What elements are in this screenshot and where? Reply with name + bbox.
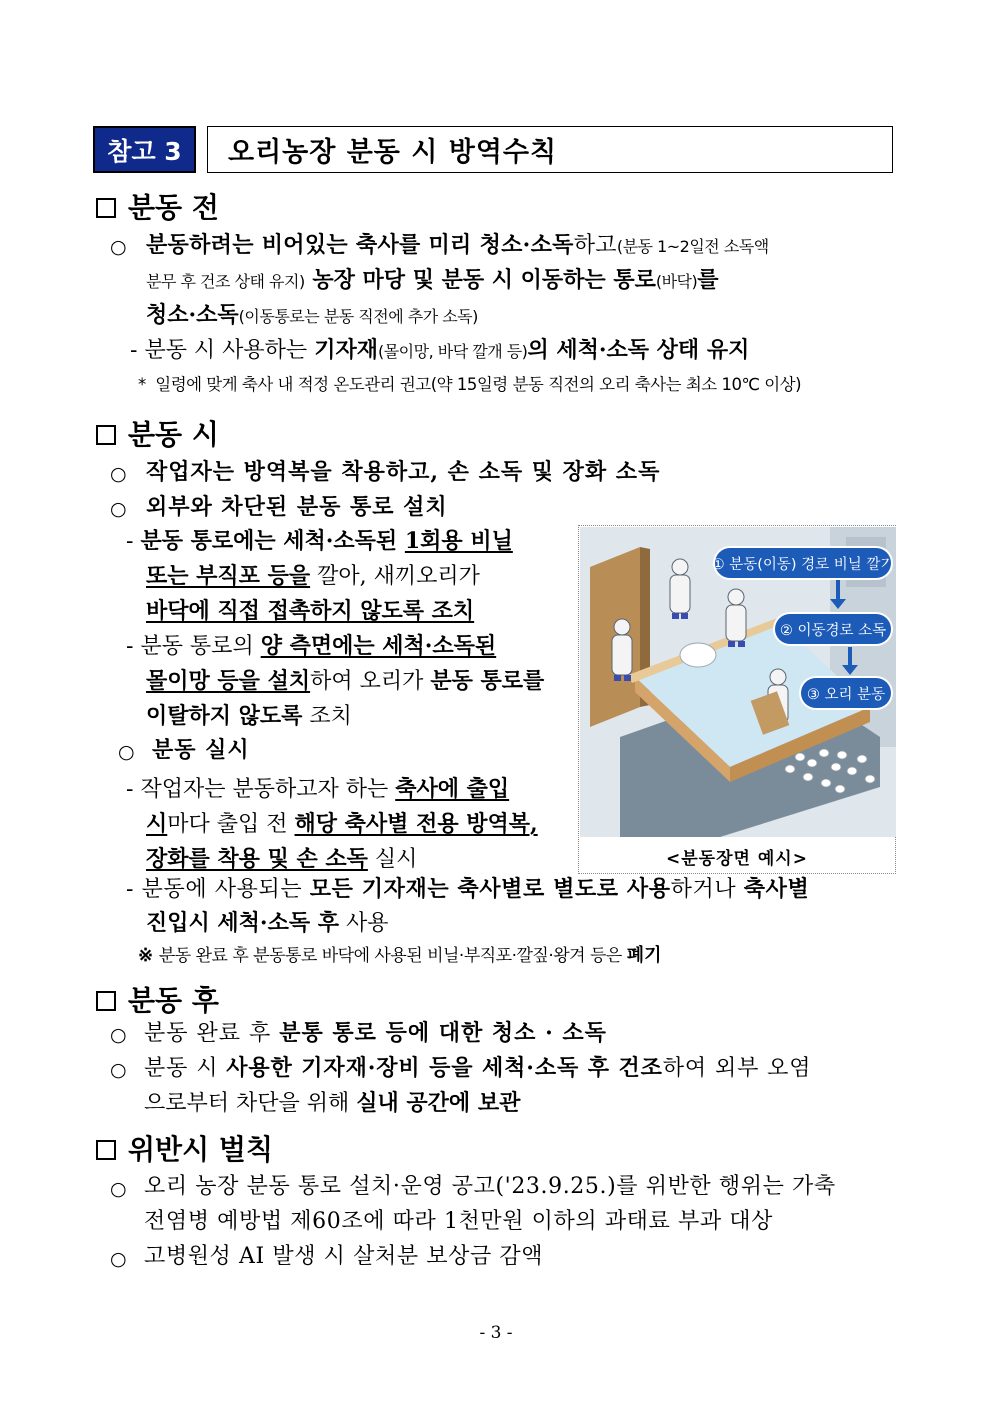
circle-bullet-icon: ○ bbox=[110, 236, 127, 258]
during-sub2-l3-text: 조치 bbox=[302, 704, 352, 729]
during-sub2-l1-text: 분동 통로의 bbox=[140, 634, 261, 659]
during-sub3-l1-text: 작업자는 분동하고자 하는 bbox=[140, 777, 396, 802]
illustration-figure bbox=[578, 525, 896, 874]
during-sub1-l1-underline: 1회용 비닐 bbox=[404, 528, 513, 554]
before-p1-line2-bold: 농장 마당 및 분동 시 이동하는 통로 bbox=[304, 267, 656, 293]
before-paragraph-1-line-3 bbox=[146, 298, 478, 334]
after-p1-text: 분동 완료 후 bbox=[144, 1021, 280, 1046]
after-p2-l2-bold: 실내 공간에 보관 bbox=[356, 1090, 521, 1116]
before-p1-bold: 분동하려는 비어있는 축사를 미리 청소·소독 bbox=[146, 232, 574, 258]
before-paragraph-1-line-1 bbox=[146, 228, 769, 264]
during-paragraph-2: 외부와 차단된 분동 통로 설치 bbox=[146, 494, 448, 520]
checkbox-square-icon bbox=[96, 198, 116, 218]
during-note-bold: 폐기 bbox=[626, 945, 662, 966]
reference-mark-icon: ※ bbox=[138, 945, 154, 966]
during-paragraph-1: 작업자는 방역복을 착용하고, 손 소독 및 장화 소독 bbox=[146, 459, 661, 485]
after-p2-l2-text: 으로부터 차단을 위해 bbox=[144, 1091, 357, 1116]
before-p1-line2-note: 분무 후 건조 상태 유지) bbox=[146, 272, 305, 291]
dash-bullet: - bbox=[126, 777, 134, 802]
section-heading-after-text: 분동 후 bbox=[128, 984, 219, 1017]
during-sub4-l1-text: 분동에 사용되는 bbox=[141, 877, 310, 902]
during-sub-item-2-line-2 bbox=[146, 664, 544, 699]
after-p2-bold: 사용한 기자재·장비 등을 세척·소독 후 건조 bbox=[226, 1055, 663, 1081]
before-paragraph-1-line-2 bbox=[146, 263, 719, 299]
during-sub-item-1-line-1 bbox=[126, 524, 513, 559]
during-sub1-l2-underline: 또는 부직포 등을 bbox=[146, 563, 311, 589]
page-number: - 3 - bbox=[479, 1323, 513, 1343]
before-footnote bbox=[138, 370, 801, 400]
circle-bullet-icon: ○ bbox=[110, 498, 127, 520]
after-paragraph-2-line-1 bbox=[144, 1051, 811, 1086]
before-p1-line2-end: 를 bbox=[697, 267, 719, 293]
circle-bullet-icon: ○ bbox=[110, 1024, 127, 1046]
during-sub4-l1-bold-2: 축사별 bbox=[743, 876, 810, 902]
during-sub-item-4-line-2 bbox=[146, 906, 389, 941]
after-p2-text: 분동 시 bbox=[144, 1056, 227, 1081]
before-footnote-text: 일령에 맞게 축사 내 적정 온도관리 권고(약 15일령 분동 직전의 오리 축사는 최소 10℃ 이상) bbox=[155, 375, 802, 394]
during-sub1-l1-bold: 분동 통로에는 세척·소독된 bbox=[140, 528, 405, 554]
penalty-paragraph-1-line-2: 전염병 예방법 제60조에 따라 1천만원 이하의 과태료 부과 대상 bbox=[144, 1209, 773, 1234]
during-sub-item-2-line-3 bbox=[146, 699, 352, 734]
section-heading-during-text: 분동 시 bbox=[128, 418, 219, 451]
before-sub1-text: 분동 시 사용하는 bbox=[144, 338, 315, 363]
dash-bullet: - bbox=[126, 877, 135, 902]
during-sub4-l1-text-2: 하거나 bbox=[670, 877, 744, 902]
during-sub-item-3-line-2 bbox=[146, 807, 538, 842]
before-p1-line3-note: (이동통로는 분동 직전에 추가 소독) bbox=[238, 307, 478, 326]
during-sub-item-4-line-1 bbox=[126, 872, 809, 907]
after-p1-bold: 분통 통로 등에 대한 청소 · 소독 bbox=[279, 1020, 607, 1046]
during-sub-item-1-line-2 bbox=[146, 559, 480, 594]
before-sub-item-1 bbox=[130, 333, 749, 369]
before-p1-text: 하고 bbox=[573, 233, 617, 258]
during-sub1-l2-text: 깔아, 새끼오리가 bbox=[310, 564, 480, 589]
circle-bullet-icon: ○ bbox=[110, 1059, 127, 1081]
during-sub-item-3-line-1 bbox=[126, 772, 509, 807]
during-reference-note bbox=[138, 941, 662, 971]
after-paragraph-1 bbox=[144, 1016, 607, 1051]
penalty-paragraph-2: 고병원성 AI 발생 시 살처분 보상금 감액 bbox=[144, 1244, 544, 1269]
during-note-text: 분동 완료 후 분동통로 바닥에 사용된 비닐·부직포·깔짚·왕겨 등은 bbox=[158, 946, 627, 966]
during-sub3-l2-underline-2: 해당 축사별 전용 방역복, bbox=[294, 811, 538, 837]
circle-bullet-icon: ○ bbox=[118, 741, 135, 763]
during-sub3-l3-underline: 장화를 착용 및 손 소독 bbox=[146, 846, 368, 872]
during-sub4-l1-bold: 모든 기자재는 축사별로 별도로 사용 bbox=[309, 876, 671, 902]
during-sub4-l2-bold: 진입시 세척·소독 후 bbox=[146, 910, 339, 936]
section-heading-after bbox=[96, 983, 219, 1019]
before-p1-line3-bold: 청소·소독 bbox=[146, 302, 239, 328]
page-title bbox=[207, 126, 893, 173]
during-sub-item-1-line-3: 바닥에 직접 접촉하지 않도록 조치 bbox=[146, 598, 475, 624]
page-title-text: 오리농장 분동 시 방역수칙 bbox=[228, 137, 558, 168]
during-sub-item-2-line-1 bbox=[126, 629, 496, 664]
during-sub3-l3-text: 실시 bbox=[367, 847, 418, 872]
during-sub2-l2-bold: 분동 통로를 bbox=[430, 668, 545, 694]
dash-bullet: - bbox=[126, 529, 134, 554]
after-paragraph-2-line-2 bbox=[144, 1086, 520, 1121]
step-badge-3: ③ 오리 분동 bbox=[801, 678, 891, 708]
dash-bullet: - bbox=[126, 634, 134, 659]
circle-bullet-icon: ○ bbox=[110, 1248, 127, 1270]
section-heading-during bbox=[96, 417, 219, 453]
checkbox-square-icon bbox=[96, 1140, 116, 1160]
dash-bullet: - bbox=[130, 338, 138, 363]
during-sub2-l2-underline: 몰이망 등을 설치 bbox=[146, 668, 311, 694]
before-sub1-bold-2: 의 세척·소독 상태 유지 bbox=[527, 337, 750, 363]
during-sub2-l3-bold: 이탈하지 않도록 bbox=[146, 703, 303, 729]
section-heading-before bbox=[96, 190, 219, 226]
section-heading-penalty-text: 위반시 벌칙 bbox=[128, 1133, 273, 1166]
circle-bullet-icon: ○ bbox=[110, 1178, 127, 1200]
checkbox-square-icon bbox=[96, 425, 116, 445]
during-sub3-l1-underline: 축사에 출입 bbox=[395, 776, 510, 802]
during-paragraph-3: 분동 실시 bbox=[152, 737, 250, 763]
during-sub4-l2-text: 사용 bbox=[339, 911, 389, 936]
before-sub1-note: (몰이망, 바닥 깔개 등) bbox=[377, 342, 528, 361]
section-heading-penalty bbox=[96, 1132, 273, 1168]
illustration-caption: <분동장면 예시> bbox=[666, 849, 808, 869]
during-sub3-l2-underline: 시 bbox=[146, 811, 168, 837]
asterisk-icon: * bbox=[138, 375, 146, 394]
reference-label: 참고 3 bbox=[93, 126, 196, 173]
after-p2-text-2: 하여 외부 오염 bbox=[662, 1056, 812, 1081]
section-heading-before-text: 분동 전 bbox=[128, 191, 219, 224]
during-sub2-l2-text: 하여 오리가 bbox=[310, 669, 431, 694]
checkbox-square-icon bbox=[96, 991, 116, 1011]
step-badge-2: ② 이동경로 소독 bbox=[775, 614, 891, 644]
during-sub2-l1-underline: 양 측면에는 세척·소독된 bbox=[260, 633, 497, 659]
step-badge-1: ① 분동(이동) 경로 비닐 깔기 bbox=[715, 548, 891, 578]
before-p1-line2-paren: (바닥) bbox=[655, 272, 698, 291]
circle-bullet-icon: ○ bbox=[110, 463, 127, 485]
before-p1-note: (분동 1~2일전 소독액 bbox=[616, 237, 769, 256]
penalty-paragraph-1-line-1: 오리 농장 분동 통로 설치·운영 공고('23.9.25.)를 위반한 행위는 가축 bbox=[144, 1174, 836, 1199]
before-sub1-bold: 기자재 bbox=[314, 337, 378, 363]
during-sub3-l2-text: 마다 출입 전 bbox=[167, 812, 295, 837]
